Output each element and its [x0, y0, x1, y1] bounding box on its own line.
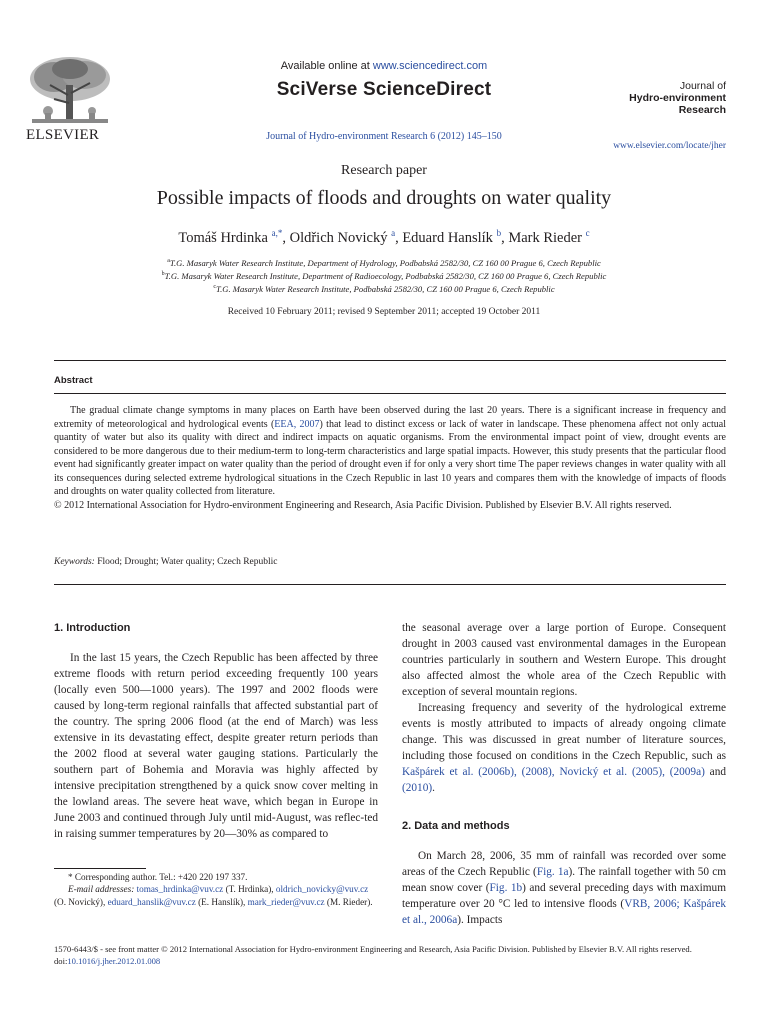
email-owner: (O. Novický), [54, 896, 108, 907]
paragraph-text: ). Impacts [457, 914, 503, 926]
section-heading-data-methods: 2. Data and methods [402, 820, 510, 832]
journal-logo-line2: Hydro-environment [629, 92, 726, 104]
publisher-name: ELSEVIER [26, 127, 100, 143]
author-separator: , [282, 229, 290, 246]
journal-logo-line1: Journal of [679, 80, 726, 92]
right-column [402, 620, 726, 928]
email-label: E-mail addresses: [68, 884, 135, 895]
abstract-text: The gradual climate change symptoms in many places on Earth have been observed during the last 20 years. There is a significant increase in frequency and extremity of meteorological and hydrological events ( [54, 405, 726, 430]
author-name[interactable]: Mark Rieder [508, 229, 586, 246]
author-affiliation-marker[interactable]: a,* [271, 228, 283, 238]
author-name[interactable]: Tomáš Hrdinka [178, 229, 272, 246]
available-prefix: Available online at [280, 60, 373, 72]
journal-citation[interactable]: Journal of Hydro-environment Research 6 (2012) 145–150 [266, 131, 502, 142]
divider-top [54, 360, 726, 361]
journal-homepage-link[interactable]: www.elsevier.com/locate/jher [613, 141, 726, 151]
right-paragraph-3 [402, 848, 726, 928]
paragraph-text: and [704, 766, 726, 778]
paragraph-text: ) and several preceding days with maximum temperature over 20 °C led to intensive floods ( [402, 882, 726, 910]
platform-logo-text: SciVerse ScienceDirect [276, 79, 492, 100]
issn-line: 1570-6443/$ - see front matter © 2012 International Association for Hydro-environment Engineering and Research, Asia Pacific Division. Published by Elsevier B.V. All rights reserved. [54, 944, 692, 954]
received-dates: Received 10 February 2011; revised 9 September 2011; accepted 19 October 2011 [227, 307, 541, 317]
corresponding-author-note: * Corresponding author. Tel.: +420 220 197 337. [68, 872, 248, 882]
citation-link-eea[interactable]: EEA, 2007 [274, 418, 320, 430]
email-link[interactable]: oldrich_novicky@vuv.cz [275, 884, 369, 895]
article-type: Research paper [341, 163, 427, 178]
keywords-line [54, 557, 278, 567]
author-list [0, 228, 768, 247]
keywords-list: Flood; Drought; Water quality; Czech Republic [97, 557, 278, 567]
abstract-text: ) that lead to distinct excess or lack of water in landscape. These phenomena affect not only actual quantity of water but also its quality with direct and indirect impacts on aquatic organisms. From the environmental impact point of view, drought events are considered to be more dangerous due to their medium-term to long-term characteristics and large spatial impacts. However, this study presents that the particular flood event had significantly greater impact on water quality than the period of drought even if for only a very short time The paper reviews changes in water quality with all its consequences during selected extreme hydrological situations in the Czech Republic in last 10 years and compares them with the knowledge of impacts of floods and droughts on water quality collected from literature. [54, 418, 726, 497]
figure-link[interactable]: Fig. 1a [536, 866, 569, 878]
email-owner: (E. Hanslík), [195, 896, 248, 907]
section-heading-introduction: 1. Introduction [54, 622, 131, 634]
email-link[interactable]: mark_rieder@vuv.cz [247, 896, 325, 907]
journal-logo [629, 80, 726, 116]
paragraph-text: Increasing frequency and severity of the hydrological extreme events is mostly attributed to impacts of already ongoing climate change. This was discussed in great number of literature sources, including those focused on conditions in the Czech Republic, such as [402, 702, 726, 762]
affiliation-text: T.G. Masaryk Water Research Institute, Podbabská 2582/30, CZ 160 00 Prague 6, Czech Republic [216, 284, 555, 294]
citation-link[interactable]: (2010) [402, 782, 433, 794]
paragraph-text: On March 28, 2006, 35 mm of rainfall was recorded over some areas of the Czech Republic ( [402, 850, 726, 878]
author-affiliation-marker[interactable]: c [585, 228, 590, 238]
affiliation-marker: b [161, 271, 165, 278]
footnotes [54, 871, 378, 908]
email-owner: (T. Hrdinka), [223, 884, 276, 895]
email-addresses [54, 883, 378, 908]
email-link[interactable]: eduard_hanslik@vuv.cz [107, 896, 196, 907]
email-owner: (M. Rieder). [324, 896, 373, 907]
divider-bottom [54, 584, 726, 585]
footnote-rule [54, 868, 146, 869]
availability-line [0, 60, 768, 72]
affiliation-marker: c [213, 284, 217, 291]
author-separator: , [501, 229, 509, 246]
citation-link[interactable]: Kašpárek et al. (2006b), (2008), Novický et al. (2005), (2009a) [402, 766, 705, 778]
affiliation-a [0, 258, 768, 268]
email-link[interactable]: tomas_hrdinka@vuv.cz [136, 884, 224, 895]
doi-line [54, 955, 726, 967]
divider-abstract [54, 393, 726, 394]
author-name[interactable]: Oldřich Novický [289, 229, 392, 246]
abstract-body [54, 404, 726, 512]
author-affiliation-marker[interactable]: b [496, 228, 502, 238]
right-paragraph-1: the seasonal average over a large portion of Europe. Consequent drought in 2003 caused vast environmental damages in the European countries particularly in southern and Western Europe. This drought also affected almost the whole area of the Czech Republic with exception of several mountain regions. [402, 622, 726, 698]
author-name[interactable]: Eduard Hanslík [402, 229, 497, 246]
abstract-copyright: © 2012 International Association for Hydro-environment Engineering and Research, Asia Pacific Division. Published by Elsevier B.V. All rights reserved. [54, 499, 672, 511]
intro-paragraph: In the last 15 years, the Czech Republic has been affected by three extreme floods with return period exceeding frequently 100 years (locally even 500—1000 years). The 1997 and 2002 floods were caused by long-term regional rainfalls that affected substantial part of the country. The spring 2006 flood (at the end of March) was less extensive in its devastating effect, despite greater return periods than the 2002 flood at several water gauging stations. Particularly the southern part of Bohemia and Moravia was highly affected by intensive precipitation strengthened by a quick snow cover melting in the lowland areas. The severe heat wave, which began in Europe in June 2003 and continued through July until mid-August, was reflec-ted in raising summer temperatures by 20—30% as compared to [54, 652, 378, 840]
affiliation-c [0, 284, 768, 294]
front-matter-footer [54, 943, 726, 967]
citation-link[interactable]: VRB, 2006; Kašpárek et al., 2006a [402, 898, 726, 926]
right-paragraph-2 [402, 700, 726, 796]
journal-logo-line3: Research [678, 104, 726, 116]
paragraph-text: . [432, 782, 435, 794]
doi-prefix: doi: [54, 956, 68, 966]
author-affiliation-marker[interactable]: a [391, 228, 396, 238]
affiliation-text: T.G. Masaryk Water Research Institute, Department of Hydrology, Podbabská 2582/30, CZ 160 00 Prague 6, Czech Republic [169, 258, 601, 268]
affiliation-text: T.G. Masaryk Water Research Institute, Department of Radioecology, Podbabská 2582/30, CZ 160 00 Prague 6, Czech Republic [164, 271, 607, 281]
paragraph-text: ). The rainfall together with 50 cm mean snow cover ( [402, 866, 726, 894]
left-column [54, 620, 378, 842]
abstract-paragraph [54, 404, 726, 499]
sciencedirect-link[interactable]: www.sciencedirect.com [372, 60, 488, 72]
affiliation-b [0, 271, 768, 281]
abstract-heading: Abstract [54, 375, 93, 386]
author-separator: , [395, 229, 403, 246]
figure-link[interactable]: Fig. 1b [489, 882, 523, 894]
article-title: Possible impacts of floods and droughts on water quality [156, 187, 612, 209]
affiliation-marker: a [167, 258, 170, 265]
keywords-label: Keywords: [54, 557, 95, 567]
doi-link[interactable]: 10.1016/j.jher.2012.01.008 [67, 956, 161, 966]
